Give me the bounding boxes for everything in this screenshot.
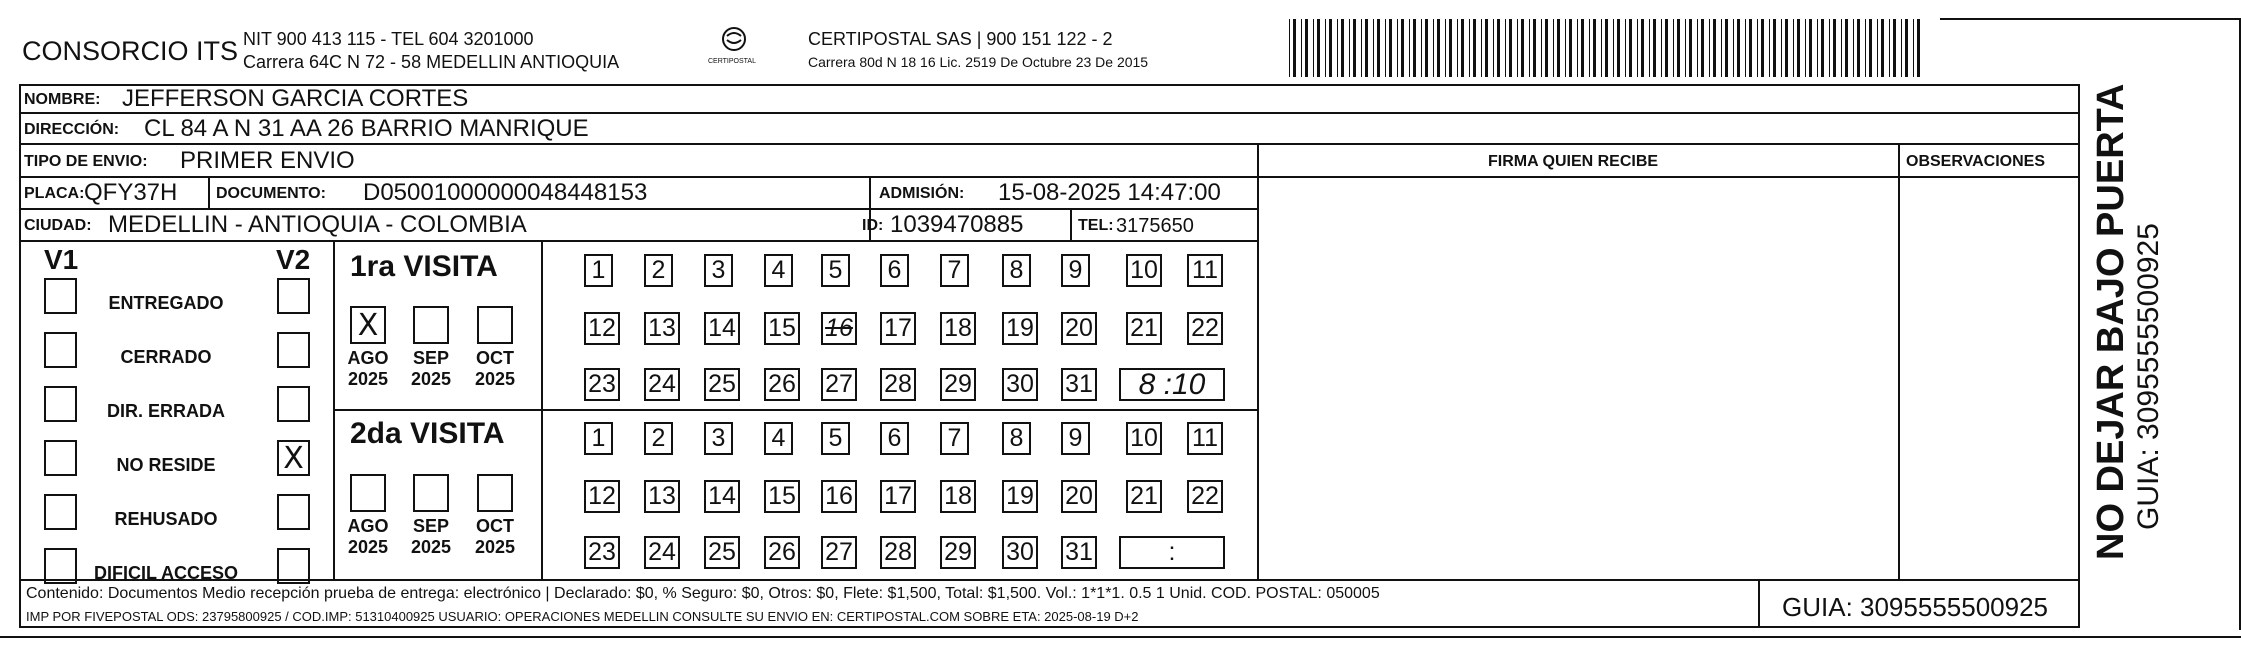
barcode-bar <box>1521 19 1524 77</box>
status-label: CERRADO <box>120 347 212 367</box>
day-box[interactable]: 3 <box>704 254 733 287</box>
barcode-bar <box>1841 19 1842 77</box>
col-divider <box>208 176 210 208</box>
day-box[interactable]: 31 <box>1061 536 1097 569</box>
barcode-bar <box>1701 19 1704 77</box>
day-box[interactable]: 29 <box>940 536 976 569</box>
barcode-bar <box>1409 19 1410 77</box>
barcode-bar <box>1313 19 1314 77</box>
direccion-value: CL 84 A N 31 AA 26 BARRIO MANRIQUE <box>144 115 589 142</box>
certipostal-logo <box>706 26 762 68</box>
month-name: OCT <box>476 348 514 368</box>
day-box[interactable]: 5 <box>821 422 850 455</box>
day-box[interactable]: 4 <box>764 254 793 287</box>
barcode-bar <box>1413 19 1416 77</box>
month-checkbox[interactable] <box>350 474 386 512</box>
v2-checkbox[interactable]: X <box>277 440 310 476</box>
month-label <box>469 516 521 557</box>
status-label: DIR. ERRADA <box>106 401 225 421</box>
tipo-envio-label: TIPO DE ENVIO: <box>24 153 148 170</box>
day-box[interactable]: 24 <box>644 536 680 569</box>
barcode-bar <box>1709 19 1710 77</box>
barcode-bar <box>1613 19 1614 77</box>
barcode-bar <box>1421 19 1422 77</box>
day-box[interactable]: 12 <box>584 312 620 345</box>
day-box[interactable]: 3 <box>704 422 733 455</box>
day-box[interactable]: 23 <box>584 536 620 569</box>
barcode-bar <box>1865 19 1866 77</box>
admision-value: 15-08-2025 14:47:00 <box>998 179 1221 206</box>
company-nit: NIT 900 413 115 - TEL 604 3201000 <box>243 29 534 49</box>
status-label: ENTREGADO <box>108 293 224 313</box>
barcode-bar <box>1893 19 1896 77</box>
barcode-bar <box>1497 19 1500 77</box>
barcode-bar <box>1889 19 1890 77</box>
ciudad-label: CIUDAD: <box>24 217 92 234</box>
nombre-value: JEFFERSON GARCIA CORTES <box>122 85 469 112</box>
barcode-bar <box>1449 19 1452 77</box>
barcode <box>1289 19 1923 77</box>
day-box[interactable]: 19 <box>1002 480 1038 513</box>
month-year: 2025 <box>410 536 452 557</box>
carrier-address: Carrera 80d N 18 16 Lic. 2519 De Octubre 23 De 2015 <box>808 54 1149 70</box>
side-label <box>2090 83 2202 560</box>
day-box[interactable]: 22 <box>1187 312 1223 345</box>
v2-checkbox[interactable] <box>277 548 310 584</box>
month-name: SEP <box>412 516 450 536</box>
barcode-bar <box>1445 19 1446 77</box>
barcode-bar <box>1469 19 1470 77</box>
tipo-envio-value: PRIMER ENVIO <box>180 147 355 174</box>
row-divider <box>19 143 2080 145</box>
company-name: CONSORCIO ITS <box>22 36 239 66</box>
barcode-bar <box>1373 19 1374 77</box>
barcode-bar <box>1797 19 1800 77</box>
row-divider <box>19 176 1257 178</box>
barcode-bar <box>1517 19 1518 77</box>
barcode-bar <box>1349 19 1350 77</box>
barcode-bar <box>1869 19 1872 77</box>
barcode-bar <box>1625 19 1626 77</box>
day-box[interactable]: 30 <box>1002 536 1038 569</box>
month-name: OCT <box>476 516 514 536</box>
barcode-bar <box>1529 19 1530 77</box>
placa-value: QFY37H <box>84 179 178 206</box>
barcode-bar <box>1917 19 1920 77</box>
barcode-bar <box>1853 19 1854 77</box>
day-box[interactable]: 12 <box>584 480 620 513</box>
barcode-bar <box>1833 19 1836 77</box>
barcode-bar <box>1485 19 1488 77</box>
barcode-bar <box>1629 19 1632 77</box>
barcode-bar <box>1913 19 1914 77</box>
day-box[interactable]: 29 <box>940 368 976 401</box>
barcode-bar <box>1425 19 1428 77</box>
barcode-bar <box>1617 19 1620 77</box>
company-address: Carrera 64C N 72 - 58 MEDELLIN ANTIOQUIA <box>243 52 620 72</box>
day-box[interactable]: 28 <box>880 536 916 569</box>
day-box[interactable]: 18 <box>940 480 976 513</box>
barcode-bar <box>1341 19 1344 77</box>
month-year: 2025 <box>347 368 389 389</box>
barcode-bar <box>1329 19 1332 77</box>
barcode-bar <box>1361 19 1362 77</box>
id-label: ID: <box>862 217 884 234</box>
tel-value: 3175650 <box>1116 215 1194 237</box>
day-box[interactable]: 26 <box>764 368 800 401</box>
barcode-bar <box>1845 19 1848 77</box>
month-name: SEP <box>412 348 450 368</box>
month-label <box>342 516 394 557</box>
month-name: AGO <box>347 516 389 536</box>
day-box[interactable]: 27 <box>821 368 857 401</box>
day-box[interactable]: 20 <box>1061 480 1097 513</box>
barcode-bar <box>1697 19 1698 77</box>
frame-line <box>0 636 2241 638</box>
barcode-bar <box>1533 19 1536 77</box>
barcode-bar <box>1457 19 1458 77</box>
barcode-bar <box>1641 19 1644 77</box>
admision-label: ADMISIÓN: <box>879 185 965 202</box>
visit-divider <box>333 409 1257 411</box>
day-box[interactable]: 7 <box>940 254 969 287</box>
day-box[interactable]: 22 <box>1187 480 1223 513</box>
month-label <box>469 348 521 389</box>
v2-checkbox[interactable] <box>277 332 310 368</box>
day-box[interactable]: 10 <box>1126 422 1162 455</box>
month-label <box>405 348 457 389</box>
day-box[interactable]: 25 <box>704 368 740 401</box>
month-year: 2025 <box>474 536 516 557</box>
day-box[interactable]: 27 <box>821 536 857 569</box>
barcode-bar <box>1305 19 1308 77</box>
barcode-bar <box>1593 19 1596 77</box>
day-box[interactable]: 8 <box>1002 254 1031 287</box>
barcode-bar <box>1785 19 1788 77</box>
barcode-bar <box>1905 19 1908 77</box>
barcode-bar <box>1805 19 1806 77</box>
direccion-label: DIRECCIÓN: <box>24 121 120 138</box>
col-divider <box>1070 208 1072 240</box>
barcode-bar <box>1565 19 1566 77</box>
month-checkbox[interactable] <box>413 474 449 512</box>
barcode-bar <box>1377 19 1380 77</box>
first-visit-time[interactable]: 8 :10 <box>1119 368 1225 401</box>
barcode-bar <box>1289 19 1290 77</box>
barcode-bar <box>1685 19 1686 77</box>
day-box[interactable]: 7 <box>940 422 969 455</box>
barcode-bar <box>1397 19 1398 77</box>
barcode-bar <box>1745 19 1746 77</box>
day-box[interactable]: 9 <box>1061 422 1090 455</box>
month-label <box>405 516 457 557</box>
col-divider <box>1758 579 1760 628</box>
month-checkbox[interactable] <box>413 306 449 344</box>
barcode-bar <box>1773 19 1776 77</box>
day-box[interactable]: 13 <box>644 312 680 345</box>
footer-guia: GUIA: 3095555500925 <box>1782 592 2048 622</box>
barcode-bar <box>1757 19 1758 77</box>
day-box[interactable]: 11 <box>1187 254 1223 287</box>
barcode-bar <box>1461 19 1464 77</box>
day-box[interactable]: 6 <box>880 254 909 287</box>
barcode-bar <box>1713 19 1716 77</box>
day-box[interactable]: 2 <box>644 254 673 287</box>
day-box[interactable]: 5 <box>821 254 850 287</box>
row-divider <box>1257 176 2080 178</box>
barcode-bar <box>1353 19 1356 77</box>
day-box[interactable]: 21 <box>1126 312 1162 345</box>
barcode-bar <box>1673 19 1674 77</box>
barcode-bar <box>1389 19 1392 77</box>
day-box[interactable]: 28 <box>880 368 916 401</box>
day-box[interactable]: 1 <box>584 422 613 455</box>
documento-label: DOCUMENTO: <box>216 185 326 202</box>
barcode-bar <box>1365 19 1368 77</box>
month-checkbox[interactable] <box>477 306 513 344</box>
day-box[interactable]: 25 <box>704 536 740 569</box>
first-visit-title: 1ra VISITA <box>350 250 498 283</box>
barcode-bar <box>1649 19 1650 77</box>
month-year: 2025 <box>474 368 516 389</box>
day-box[interactable]: 17 <box>880 480 916 513</box>
day-box[interactable]: 11 <box>1187 422 1223 455</box>
barcode-bar <box>1605 19 1608 77</box>
nombre-label: NOMBRE: <box>24 91 101 108</box>
barcode-bar <box>1401 19 1404 77</box>
barcode-bar <box>1317 19 1320 77</box>
barcode-bar <box>1781 19 1782 77</box>
month-checkbox[interactable] <box>477 474 513 512</box>
day-box[interactable]: 24 <box>644 368 680 401</box>
status-label: DIFICIL ACCESO <box>93 563 238 583</box>
col-divider <box>1257 143 1259 579</box>
barcode-bar <box>1325 19 1326 77</box>
day-box[interactable]: 10 <box>1126 254 1162 287</box>
day-box[interactable]: 13 <box>644 480 680 513</box>
day-box[interactable]: 23 <box>584 368 620 401</box>
day-box[interactable]: 14 <box>704 480 740 513</box>
observaciones-header: OBSERVACIONES <box>1906 153 2045 170</box>
day-box[interactable]: 16 <box>821 480 857 513</box>
carrier-name: CERTIPOSTAL SAS | 900 151 122 - 2 <box>808 29 1113 49</box>
barcode-bar <box>1817 19 1818 77</box>
frame-line <box>1940 18 2241 20</box>
barcode-bar <box>1509 19 1512 77</box>
barcode-bar <box>1721 19 1722 77</box>
barcode-bar <box>1665 19 1668 77</box>
barcode-bar <box>1301 19 1302 77</box>
barcode-bar <box>1337 19 1338 77</box>
day-box[interactable]: 19 <box>1002 312 1038 345</box>
status-label: NO RESIDE <box>116 455 216 475</box>
barcode-bar <box>1793 19 1794 77</box>
barcode-bar <box>1569 19 1572 77</box>
barcode-bar <box>1877 19 1878 77</box>
day-box[interactable]: 2 <box>644 422 673 455</box>
month-year: 2025 <box>410 368 452 389</box>
tel-label: TEL: <box>1078 217 1114 234</box>
barcode-bar <box>1589 19 1590 77</box>
barcode-bar <box>1761 19 1764 77</box>
day-box[interactable]: 21 <box>1126 480 1162 513</box>
id-value: 1039470885 <box>890 211 1024 238</box>
v2-checkbox[interactable] <box>277 386 310 422</box>
day-box[interactable]: 16 <box>821 312 857 345</box>
month-checkbox[interactable]: X <box>350 306 386 344</box>
day-box[interactable]: 31 <box>1061 368 1097 401</box>
v2-checkbox[interactable] <box>277 278 310 314</box>
logo-text: CERTIPOSTAL <box>708 58 756 65</box>
second-visit-time[interactable]: : <box>1119 536 1225 569</box>
barcode-bar <box>1541 19 1542 77</box>
no-dejar-bajo-puerta: NO DEJAR BAJO PUERTA <box>2090 83 2132 560</box>
status-label: REHUSADO <box>114 509 218 529</box>
ciudad-value: MEDELLIN - ANTIOQUIA - COLOMBIA <box>108 211 527 238</box>
barcode-bar <box>1725 19 1728 77</box>
month-year: 2025 <box>347 536 389 557</box>
barcode-bar <box>1689 19 1692 77</box>
day-box[interactable]: 9 <box>1061 254 1090 287</box>
v1-label: V1 <box>44 244 79 275</box>
row-divider <box>19 112 2080 114</box>
barcode-bar <box>1557 19 1560 77</box>
day-box[interactable]: 4 <box>764 422 793 455</box>
barcode-bar <box>1385 19 1386 77</box>
day-box[interactable]: 1 <box>584 254 613 287</box>
barcode-bar <box>1749 19 1752 77</box>
barcode-bar <box>1481 19 1482 77</box>
day-box[interactable]: 26 <box>764 536 800 569</box>
day-box[interactable]: 15 <box>764 480 800 513</box>
barcode-bar <box>1809 19 1812 77</box>
side-guia: GUIA: 3095555500925 <box>2132 223 2165 530</box>
row-divider <box>19 240 1257 242</box>
barcode-bar <box>1505 19 1506 77</box>
footer-content-line: Contenido: Documentos Medio recepción prueba de entrega: electrónico | Declarado: $0, % Seguro: $0, Otros: $0, Flete: $1,500, Total: $1,500. Vol.: 1*1*1. 0.5 1 Unid. COD. POSTAL: 050005 <box>26 585 1380 602</box>
day-box[interactable]: 20 <box>1061 312 1097 345</box>
day-box[interactable]: 8 <box>1002 422 1031 455</box>
col-divider <box>1898 143 1900 579</box>
day-box[interactable]: 30 <box>1002 368 1038 401</box>
barcode-bar <box>1661 19 1662 77</box>
placa-label: PLACA: <box>24 185 85 202</box>
barcode-bar <box>1601 19 1602 77</box>
barcode-bar <box>1769 19 1770 77</box>
day-box[interactable]: 14 <box>704 312 740 345</box>
footer-print-line: IMP POR FIVEPOSTAL ODS: 23795800925 / COD.IMP: 51310400925 USUARIO: OPERACIONES MEDELLIN CONSULTE SU ENVIO EN: CERTIPOSTAL.COM SOBRE ETA: 2025-08-19 D+2 <box>26 609 1139 624</box>
barcode-bar <box>1829 19 1830 77</box>
month-name: AGO <box>347 348 389 368</box>
barcode-bar <box>1733 19 1734 77</box>
barcode-bar <box>1821 19 1824 77</box>
barcode-bar <box>1677 19 1680 77</box>
documento-value: D05001000000048448153 <box>363 179 648 206</box>
v2-checkbox[interactable] <box>277 494 310 530</box>
day-box[interactable]: 17 <box>880 312 916 345</box>
barcode-bar <box>1553 19 1554 77</box>
barcode-bar <box>1493 19 1494 77</box>
v2-label: V2 <box>276 244 311 275</box>
second-visit-title: 2da VISITA <box>350 417 505 450</box>
barcode-bar <box>1433 19 1434 77</box>
barcode-bar <box>1545 19 1548 77</box>
barcode-bar <box>1473 19 1476 77</box>
day-box[interactable]: 18 <box>940 312 976 345</box>
barcode-bar <box>1581 19 1584 77</box>
barcode-bar <box>1637 19 1638 77</box>
barcode-bar <box>1737 19 1740 77</box>
barcode-bar <box>1293 19 1296 77</box>
barcode-bar <box>1857 19 1860 77</box>
day-box[interactable]: 6 <box>880 422 909 455</box>
barcode-bar <box>1653 19 1656 77</box>
firma-header: FIRMA QUIEN RECIBE <box>1488 153 1659 170</box>
month-label <box>342 348 394 389</box>
barcode-bar <box>1881 19 1884 77</box>
barcode-bar <box>1437 19 1440 77</box>
barcode-bar <box>1901 19 1902 77</box>
barcode-bar <box>1577 19 1578 77</box>
day-box[interactable]: 15 <box>764 312 800 345</box>
